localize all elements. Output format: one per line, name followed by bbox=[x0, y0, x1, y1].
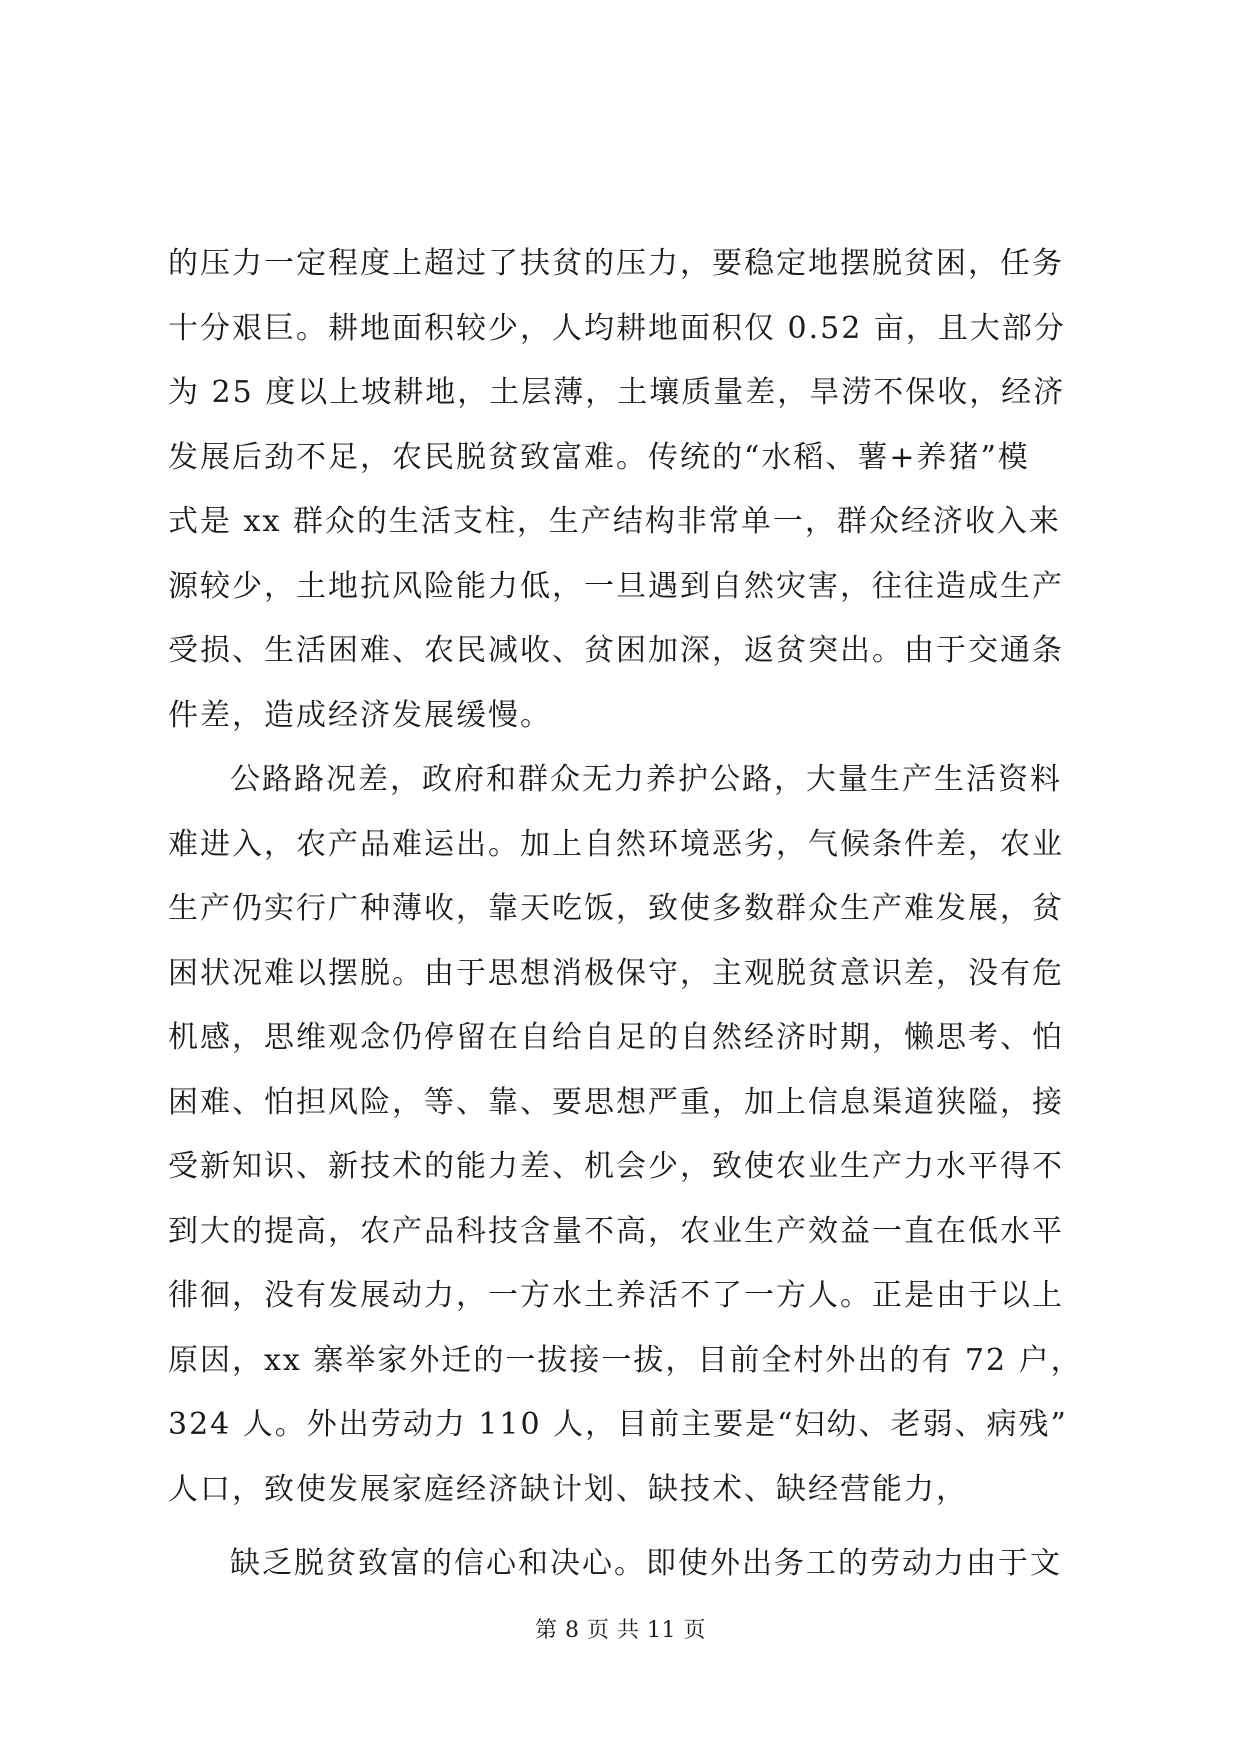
text-line: 发展后劲不足，农民脱贫致富难。传统的“水稻、薯+养猪”模 bbox=[168, 439, 1030, 475]
text-line: 困状况难以摆脱。由于思想消极保守，主观脱贫意识差，没有危 bbox=[168, 955, 1064, 991]
text-line: 生产仍实行广种薄收，靠天吃饭，致使多数群众生产难发展，贫 bbox=[168, 891, 1064, 926]
paragraph-gap bbox=[168, 1522, 1078, 1532]
page-footer: 第 8 页 共 11 页 bbox=[535, 1618, 706, 1643]
text-line: 为 25 度以上坡耕地，土层薄，土壤质量差，旱涝不保收，经济 bbox=[168, 375, 1066, 410]
text-line: 人口，致使发展家庭经济缺计划、缺技术、缺经营能力， bbox=[168, 1471, 968, 1507]
text-line: 机感，思维观念仍停留在自给自足的自然经济时期，懒思考、怕 bbox=[168, 1020, 1064, 1055]
text-line: 困难、怕担风险，等、靠、要思想严重，加上信息渠道狭隘，接 bbox=[168, 1084, 1064, 1120]
text-line: 324 人。外出劳动力 110 人，目前主要是“妇幼、老弱、病残” bbox=[168, 1407, 1068, 1442]
text-line: 式是 xx 群众的生活支柱，生产结构非常单一，群众经济收入来 bbox=[168, 504, 1061, 539]
text-line: 徘徊，没有发展动力，一方水土养活不了一方人。正是由于以上 bbox=[168, 1278, 1064, 1313]
text-line: 公路路况差，政府和群众无力养护公路，大量生产生活资料 bbox=[230, 762, 1062, 797]
text-line: 件差，造成经济发展缓慢。 bbox=[168, 697, 552, 733]
text-line: 受新知识、新技术的能力差、机会少，致使农业生产力水平得不 bbox=[168, 1149, 1064, 1184]
text-line: 受损、生活困难、农民减收、贫困加深，返贫突出。由于交通条 bbox=[168, 633, 1064, 668]
text-line: 原因，xx 寨举家外迁的一拔接一拔，目前全村外出的有 72 户， bbox=[168, 1342, 1083, 1378]
text-line: 缺乏脱贫致富的信心和决心。即使外出务工的劳动力由于文 bbox=[230, 1546, 1062, 1581]
body-text bbox=[168, 232, 1083, 1597]
text-line: 到大的提高，农产品科技含量不高，农业生产效益一直在低水平 bbox=[168, 1213, 1064, 1249]
text-line: 难进入，农产品难运出。加上自然环境恶劣，气候条件差，农业 bbox=[168, 826, 1064, 862]
text-line: 十分艰巨。耕地面积较少，人均耕地面积仅 0.52 亩，且大部分 bbox=[168, 310, 1066, 346]
text-line: 源较少，土地抗风险能力低，一旦遇到自然灾害，往往造成生产 bbox=[168, 568, 1064, 604]
text-line: 的压力一定程度上超过了扶贫的压力，要稳定地摆脱贫困，任务 bbox=[168, 246, 1064, 281]
